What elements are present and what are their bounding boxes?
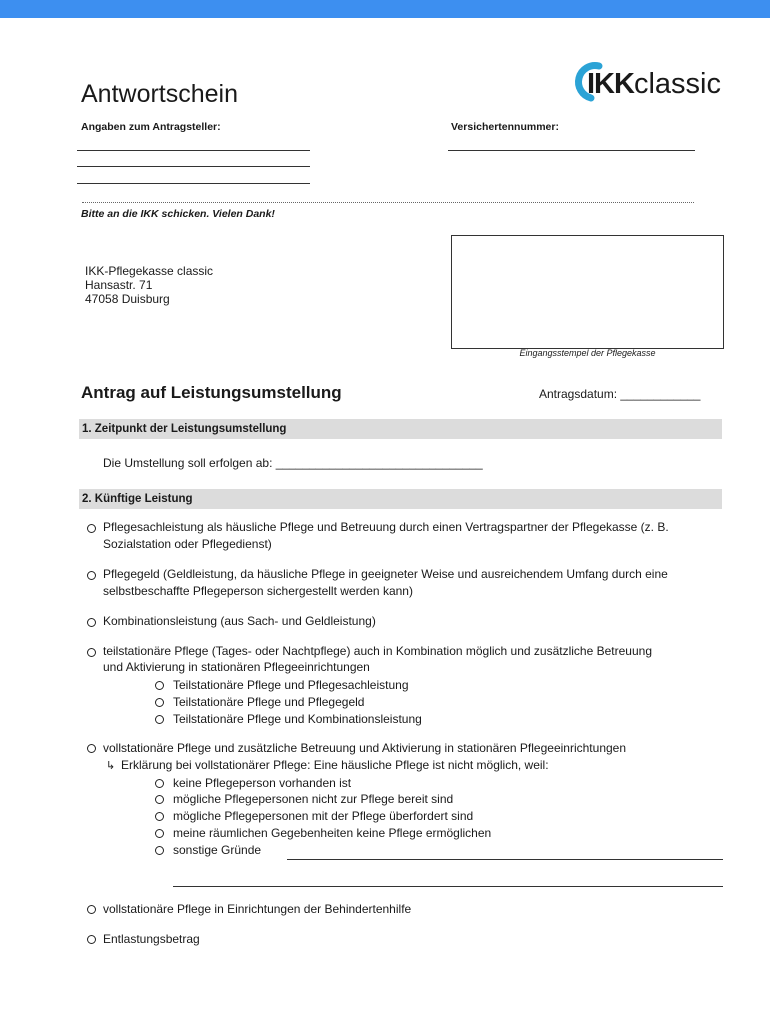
reason-housing-label: meine räumlichen Gegebenheiten keine Pflege ermöglichen bbox=[173, 826, 492, 840]
application-date-field[interactable]: Antragsdatum: ____________ bbox=[539, 387, 701, 401]
option-teilstationaer-line-1: teilstationäre Pflege (Tages- oder Nachtpflege) auch in Kombination möglich und zusätzliche Betreuung bbox=[103, 644, 652, 658]
option-kombination-radio[interactable] bbox=[87, 618, 96, 627]
sub-teil-sachleistung-label: Teilstationäre Pflege und Pflegesachleistung bbox=[173, 678, 409, 692]
sub-teil-kombination-radio[interactable] bbox=[155, 715, 164, 724]
logo-text-bold: IKK bbox=[587, 68, 634, 100]
insurance-number-field[interactable] bbox=[448, 150, 695, 151]
reason-other-radio[interactable] bbox=[155, 846, 164, 855]
explanation-label: Erklärung bei vollstationärer Pflege: Eine häusliche Pflege ist nicht möglich, weil: bbox=[121, 758, 549, 772]
reason-housing-radio[interactable] bbox=[155, 829, 164, 838]
option-vollstationaer-radio[interactable] bbox=[87, 744, 96, 753]
sub-teil-sachleistung-radio[interactable] bbox=[155, 681, 164, 690]
option-teilstationaer-radio[interactable] bbox=[87, 648, 96, 657]
option-entlastungsbetrag-radio[interactable] bbox=[87, 935, 96, 944]
applicant-label: Angaben zum Antragsteller: bbox=[81, 121, 221, 133]
option-entlastungsbetrag-label: Entlastungsbetrag bbox=[103, 932, 200, 946]
option-pflegegeld-radio[interactable] bbox=[87, 571, 96, 580]
sub-teil-kombination-label: Teilstationäre Pflege und Kombinationsleistung bbox=[173, 712, 422, 726]
form-heading: Antrag auf Leistungsumstellung bbox=[81, 383, 342, 402]
other-reasons-field-1[interactable] bbox=[287, 859, 723, 860]
option-behindertenhilfe-label: vollstationäre Pflege in Einrichtungen der Behindertenhilfe bbox=[103, 902, 412, 916]
section-1-header: 1. Zeitpunkt der Leistungsumstellung bbox=[79, 419, 722, 439]
change-date-field[interactable]: Die Umstellung soll erfolgen ab: _______________________________ bbox=[103, 456, 483, 470]
stamp-box bbox=[451, 235, 724, 349]
reason-overwhelmed-label: mögliche Pflegepersonen mit der Pflege überfordert sind bbox=[173, 809, 474, 823]
address-line-2: Hansastr. 71 bbox=[85, 278, 153, 292]
reason-overwhelmed-radio[interactable] bbox=[155, 812, 164, 821]
stamp-label: Eingangsstempel der Pflegekasse bbox=[519, 348, 656, 358]
logo-text-light: classic bbox=[633, 68, 721, 100]
option-sachleistung-radio[interactable] bbox=[87, 524, 96, 533]
option-teilstationaer-line-2: und Aktivierung in stationären Pflegeeinrichtungen bbox=[103, 660, 370, 674]
address-line-1: IKK-Pflegekasse classic bbox=[85, 264, 214, 278]
reason-not-willing-label: mögliche Pflegepersonen nicht zur Pflege bereit sind bbox=[173, 792, 454, 806]
send-instruction: Bitte an die IKK schicken. Vielen Dank! bbox=[81, 208, 275, 220]
insurance-number-label: Versichertennummer: bbox=[451, 121, 559, 133]
applicant-field-3[interactable] bbox=[77, 183, 310, 184]
reason-no-caregiver-radio[interactable] bbox=[155, 779, 164, 788]
arrow-return-icon: ↳ bbox=[106, 760, 116, 772]
address-line-3: 47058 Duisburg bbox=[85, 292, 170, 306]
applicant-field-2[interactable] bbox=[77, 166, 310, 167]
sub-teil-pflegegeld-radio[interactable] bbox=[155, 698, 164, 707]
sub-teil-pflegegeld-label: Teilstationäre Pflege und Pflegegeld bbox=[173, 695, 365, 709]
logo-wordmark bbox=[587, 68, 721, 101]
reason-no-caregiver-label: keine Pflegeperson vorhanden ist bbox=[173, 776, 352, 790]
ikk-classic-logo bbox=[565, 56, 730, 106]
option-kombination-label: Kombinationsleistung (aus Sach- und Geldleistung) bbox=[103, 614, 376, 628]
page-title: Antwortschein bbox=[81, 80, 239, 108]
section-2-header: 2. Künftige Leistung bbox=[79, 489, 722, 509]
option-pflegegeld-line-1: Pflegegeld (Geldleistung, da häusliche Pflege in geeigneter Weise und ausreichendem Umfang durch eine bbox=[103, 567, 668, 581]
cut-line bbox=[82, 202, 694, 203]
option-vollstationaer-label: vollstationäre Pflege und zusätzliche Betreuung und Aktivierung in stationären Pflegeeinrichtungen bbox=[103, 741, 627, 755]
option-sachleistung-line-1: Pflegesachleistung als häusliche Pflege und Betreuung durch einen Vertragspartner der Pflegekasse (z. B. bbox=[103, 520, 669, 534]
applicant-field-1[interactable] bbox=[77, 150, 310, 151]
other-reasons-field-2[interactable] bbox=[173, 886, 723, 887]
option-sachleistung-line-2: Sozialstation oder Pflegedienst) bbox=[103, 537, 272, 551]
reason-other-label: sonstige Gründe bbox=[173, 843, 262, 857]
top-accent-bar bbox=[0, 0, 770, 18]
option-pflegegeld-line-2: selbstbeschaffte Pflegeperson sichergestellt werden kann) bbox=[103, 584, 413, 598]
reason-not-willing-radio[interactable] bbox=[155, 795, 164, 804]
option-behindertenhilfe-radio[interactable] bbox=[87, 905, 96, 914]
